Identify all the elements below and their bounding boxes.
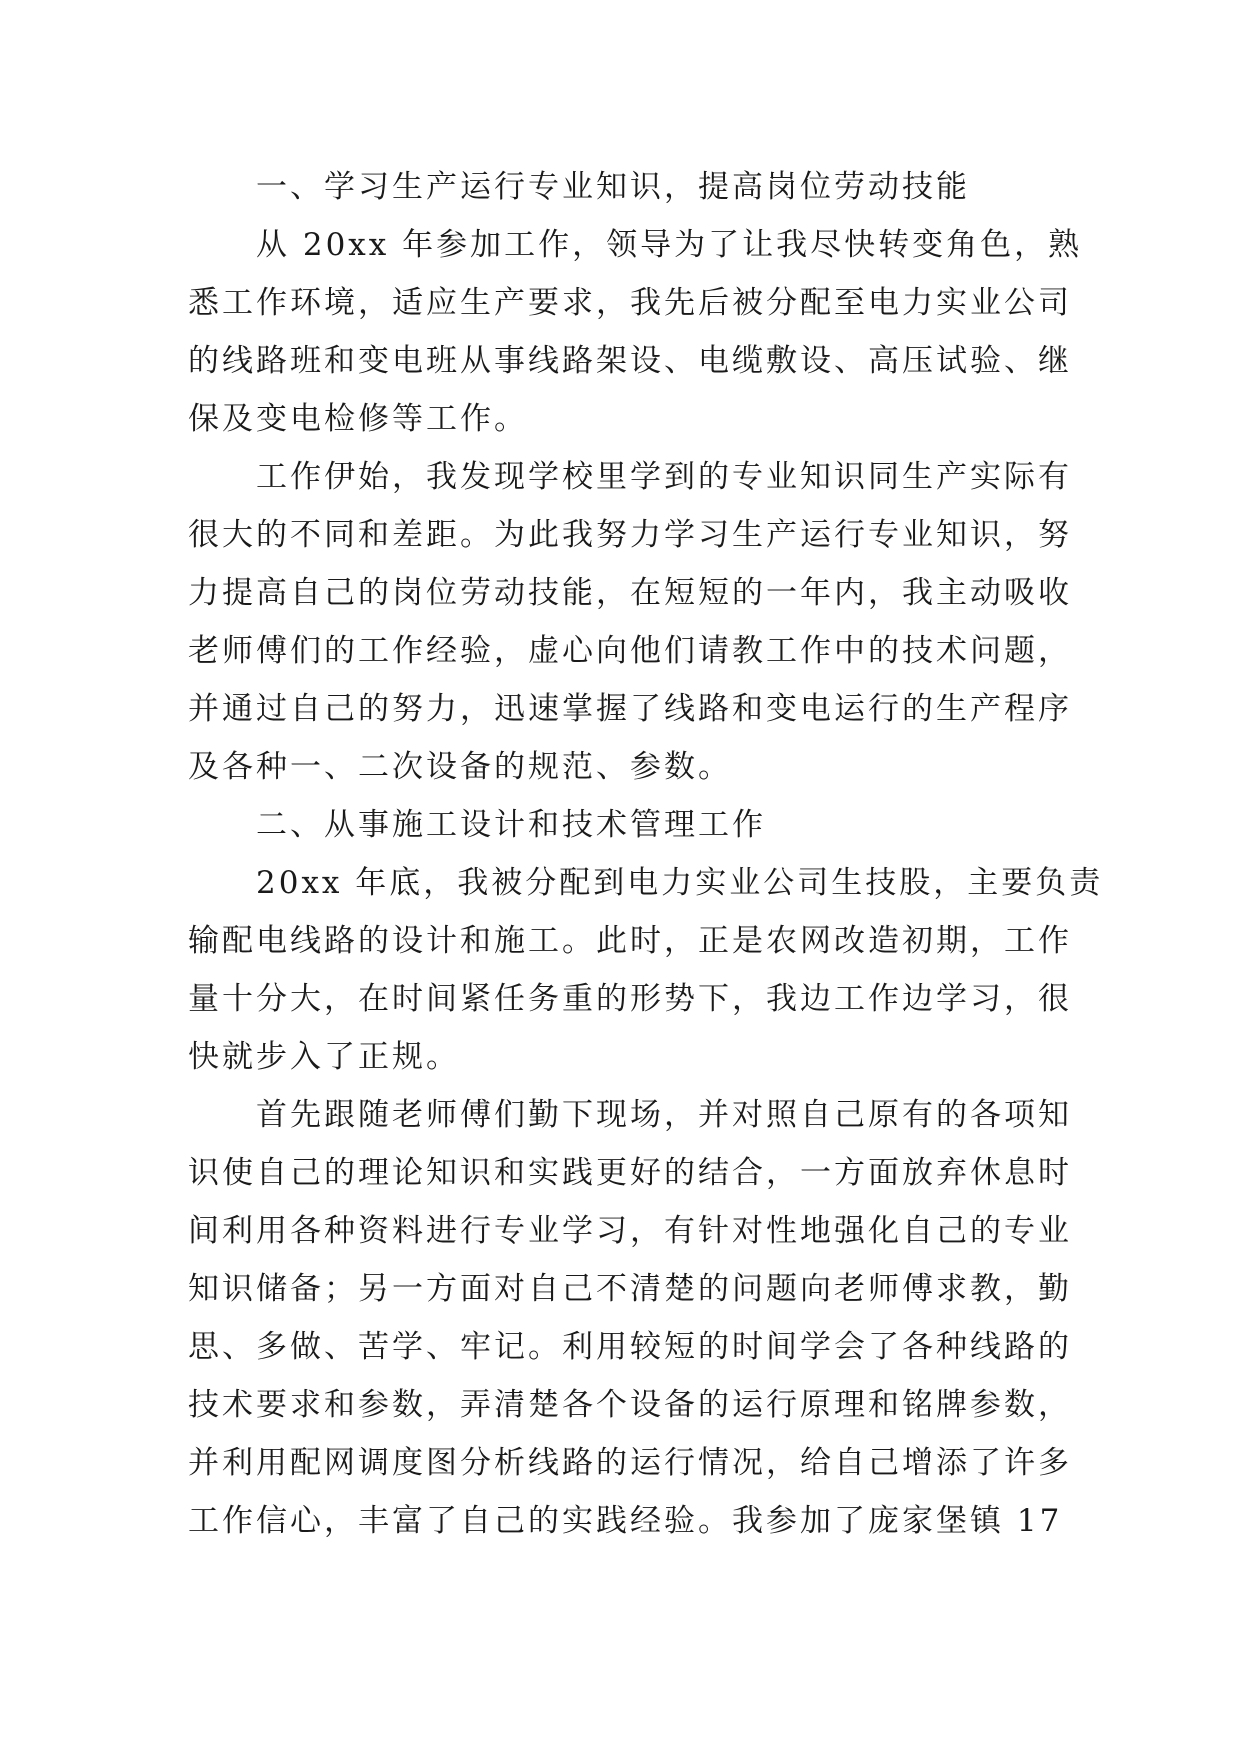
paragraph-line: 输配电线路的设计和施工。此时，正是农网改造初期，工作	[188, 923, 1072, 959]
paragraph-line: 技术要求和参数，弄清楚各个设备的运行原理和铭牌参数，	[188, 1387, 1072, 1423]
paragraph-line: 间利用各种资料进行专业学习，有针对性地强化自己的专业	[188, 1213, 1072, 1249]
paragraph-line: 并通过自己的努力，迅速掌握了线路和变电运行的生产程序	[188, 691, 1072, 727]
paragraph-line: 工作信心，丰富了自己的实践经验。我参加了庞家堡镇 17	[188, 1503, 1063, 1539]
paragraph-line: 工作伊始，我发现学校里学到的专业知识同生产实际有	[256, 459, 1072, 495]
paragraph-line: 20xx 年底，我被分配到电力实业公司生技股，主要负责	[256, 865, 1104, 901]
paragraph-line: 快就步入了正规。	[188, 1039, 460, 1075]
section-heading-2: 二、从事施工设计和技术管理工作	[256, 807, 766, 843]
paragraph-line: 识使自己的理论知识和实践更好的结合，一方面放弃休息时	[188, 1155, 1072, 1191]
paragraph-line: 从 20xx 年参加工作，领导为了让我尽快转变角色，熟	[256, 227, 1083, 263]
paragraph-line: 力提高自己的岗位劳动技能，在短短的一年内，我主动吸收	[188, 575, 1072, 611]
paragraph-line: 的线路班和变电班从事线路架设、电缆敷设、高压试验、继	[188, 343, 1072, 379]
paragraph-line: 老师傅们的工作经验，虚心向他们请教工作中的技术问题，	[188, 633, 1072, 669]
paragraph-line: 及各种一、二次设备的规范、参数。	[188, 749, 732, 785]
paragraph-line: 保及变电检修等工作。	[188, 401, 528, 437]
paragraph-line: 并利用配网调度图分析线路的运行情况，给自己增添了许多	[188, 1445, 1072, 1481]
paragraph-line: 知识储备；另一方面对自己不清楚的问题向老师傅求教，勤	[188, 1271, 1072, 1307]
paragraph-line: 量十分大，在时间紧任务重的形势下，我边工作边学习，很	[188, 981, 1072, 1017]
paragraph-line: 很大的不同和差距。为此我努力学习生产运行专业知识，努	[188, 517, 1072, 553]
section-heading-1: 一、学习生产运行专业知识，提高岗位劳动技能	[256, 169, 970, 205]
paragraph-line: 悉工作环境，适应生产要求，我先后被分配至电力实业公司	[188, 285, 1072, 321]
paragraph-line: 首先跟随老师傅们勤下现场，并对照自己原有的各项知	[256, 1097, 1072, 1133]
paragraph-line: 思、多做、苦学、牢记。利用较短的时间学会了各种线路的	[188, 1329, 1072, 1365]
document-body	[188, 158, 1104, 1550]
